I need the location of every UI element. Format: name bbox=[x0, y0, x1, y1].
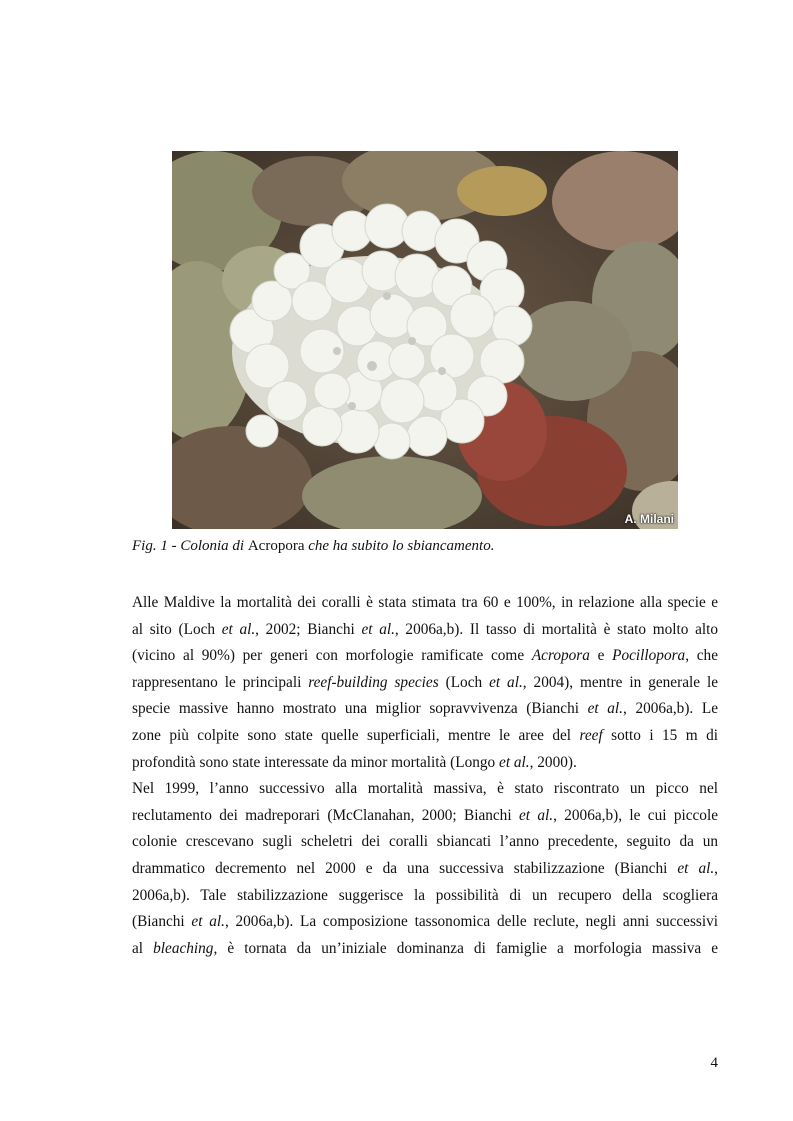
text-line bbox=[132, 776, 718, 803]
bleached-acropora-image bbox=[172, 151, 678, 529]
text-segment: , 2006a,b). La composizione tassonomica delle reclute, negli anni successivi bbox=[224, 913, 719, 931]
italic-text: Acropora bbox=[531, 647, 590, 665]
text-segment: , 2004), mentre in generale le bbox=[522, 673, 718, 691]
text-segment: reclutamento dei madreporari (McClanahan, 2000; Bianchi bbox=[132, 806, 519, 824]
text-segment: , 2006a,b). Le bbox=[623, 700, 719, 718]
text-segment: sotto i 15 m di bbox=[602, 726, 718, 744]
paragraph-1 bbox=[132, 590, 718, 776]
italic-text: et al. bbox=[499, 753, 530, 771]
text-segment: (Loch bbox=[438, 673, 490, 691]
text-segment: , bbox=[714, 859, 718, 877]
photo-credit: A. Milani bbox=[624, 512, 674, 526]
italic-text: et al. bbox=[191, 913, 225, 931]
text-segment: profondità sono state interessate da minor mortalità (Longo bbox=[132, 753, 500, 771]
text-line bbox=[132, 696, 718, 723]
text-line bbox=[132, 883, 718, 910]
text-segment: drammatico decremento nel 2000 e da una successiva stabilizzazione (Bianchi bbox=[132, 859, 678, 877]
text-segment: al bbox=[132, 939, 154, 957]
italic-text: et al. bbox=[361, 620, 395, 638]
text-segment: , che bbox=[685, 647, 718, 665]
text-line bbox=[132, 590, 718, 617]
italic-text: et al. bbox=[587, 700, 624, 718]
text-segment: (Bianchi bbox=[132, 913, 192, 931]
text-line bbox=[132, 643, 718, 670]
caption-suffix: che ha subito lo sbiancamento. bbox=[304, 538, 495, 554]
text-line bbox=[132, 670, 718, 697]
text-line bbox=[132, 750, 718, 777]
text-line bbox=[132, 723, 718, 750]
text-segment: Alle Maldive la mortalità dei coralli è stata stimata tra 60 e 100%, in relazione alla specie e bbox=[132, 594, 718, 611]
text-segment: , 2006a,b), le cui piccole bbox=[553, 806, 718, 824]
text-segment: (vicino al 90%) per generi con morfologie ramificate come bbox=[132, 647, 532, 665]
text-segment: , 2006a,b). Il tasso di mortalità è stato molto alto bbox=[394, 620, 719, 638]
italic-text: et al. bbox=[518, 806, 554, 824]
coral-photo bbox=[172, 151, 678, 529]
text-segment: rappresentano le principali bbox=[132, 673, 309, 691]
text-segment: colonie crescevano sugli scheletri dei coralli sbiancati l’anno precedente, seguito da un bbox=[132, 833, 718, 851]
text-segment: specie massive hanno mostrato una miglior sopravvivenza (Bianchi bbox=[132, 700, 588, 718]
italic-text: bleaching bbox=[153, 939, 214, 957]
text-segment: , 2000). bbox=[529, 753, 577, 771]
body-text bbox=[132, 590, 718, 962]
page-number: 4 bbox=[710, 1055, 718, 1071]
text-line bbox=[132, 803, 718, 830]
figure-caption bbox=[132, 538, 494, 555]
italic-text: reef-building species bbox=[308, 673, 439, 691]
text-segment: 2006a,b). Tale stabilizzazione suggerisce la possibilità di un recupero della scogliera bbox=[132, 886, 718, 904]
text-line bbox=[132, 936, 718, 963]
text-line bbox=[132, 909, 718, 936]
text-line bbox=[132, 617, 718, 644]
text-line bbox=[132, 856, 718, 883]
italic-text: Pocillopora bbox=[612, 647, 686, 665]
caption-prefix: Fig. 1 - Colonia di bbox=[132, 538, 248, 554]
caption-genus: Acropora bbox=[247, 538, 305, 554]
italic-text: reef bbox=[579, 726, 603, 744]
italic-text: et al. bbox=[489, 673, 523, 691]
italic-text: et al. bbox=[221, 620, 256, 638]
text-segment: Nel 1999, l’anno successivo alla mortalità massiva, è stato riscontrato un picco nel bbox=[132, 780, 718, 798]
text-segment: e bbox=[589, 647, 613, 665]
text-line bbox=[132, 829, 718, 856]
paragraph-2 bbox=[132, 776, 718, 962]
text-segment: , è tornata da un’iniziale dominanza di famiglie a morfologia massiva e bbox=[213, 939, 718, 957]
text-segment: zone più colpite sono state quelle superficiali, mentre le aree del bbox=[132, 726, 580, 744]
italic-text: et al. bbox=[677, 859, 715, 877]
text-segment: al sito (Loch bbox=[132, 620, 222, 638]
text-segment: , 2002; Bianchi bbox=[255, 620, 362, 638]
